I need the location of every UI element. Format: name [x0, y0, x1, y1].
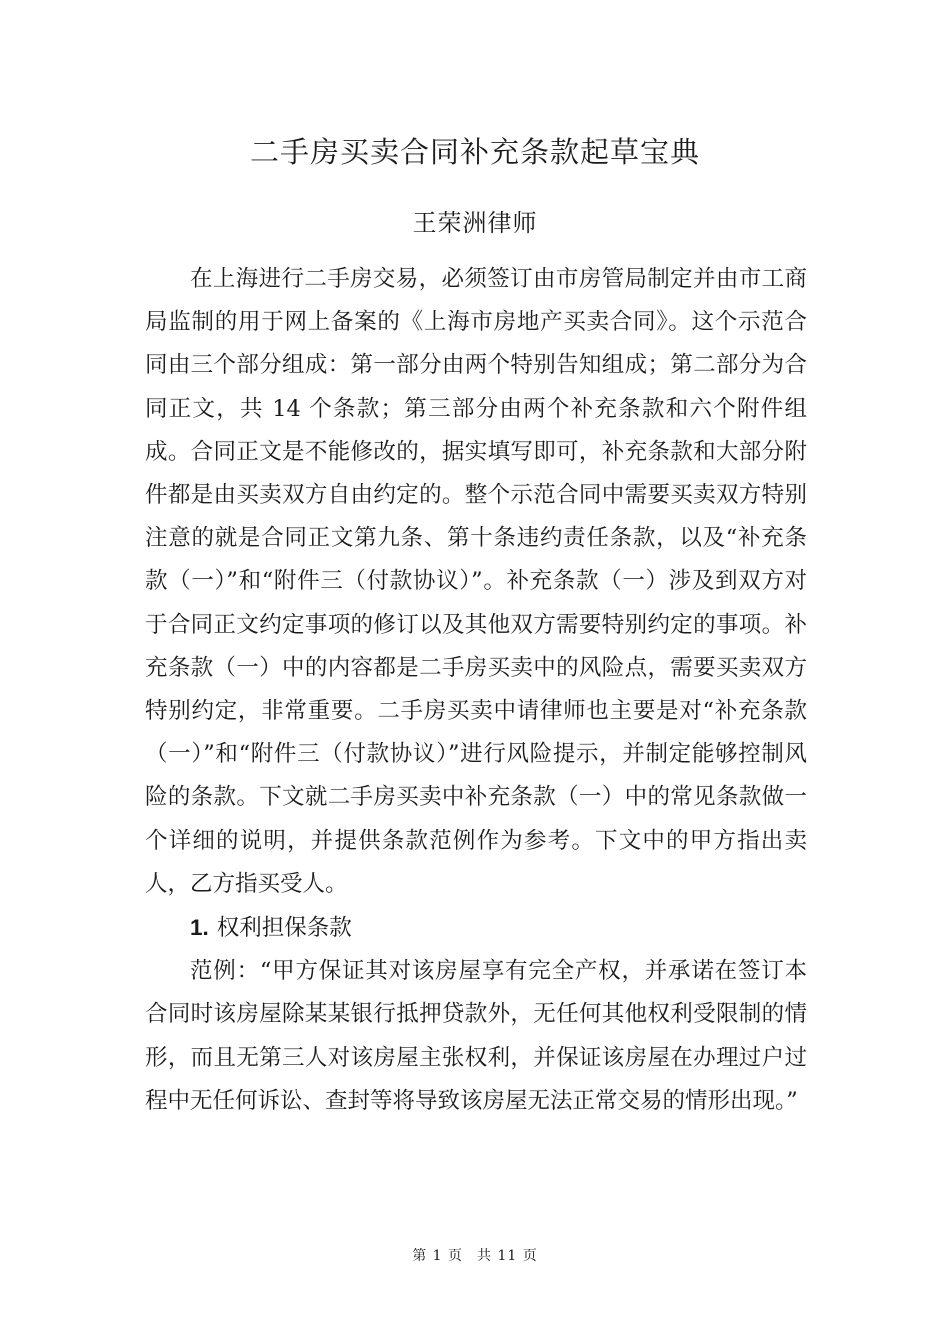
example-paragraph: 范例：“甲方保证其对该房屋享有完全产权，并承诺在签订本合同时该房屋除某某银行抵押贷款外，无任何其他权利受限制的情形，而且无第三人对该房屋主张权利，并保证该房屋在办理过户过程中无任何诉讼、查封等将导致该房屋无法正常交易的情形出现。” [145, 958, 807, 1114]
page-number: 第 1 页 [412, 1248, 464, 1264]
document-author: 王荣洲律师 [412, 209, 538, 237]
document-title: 二手房买卖合同补充条款起草宝典 [249, 135, 700, 169]
document-body [145, 258, 807, 1123]
section-number: 1. [190, 915, 209, 941]
page-total: 共 11 页 [477, 1248, 538, 1264]
section-heading [145, 906, 807, 950]
intro-paragraph: 在上海进行二手房交易，必须签订由市房管局制定并由市工商局监制的用于网上备案的《上海市房地产买卖合同》。这个示范合同由三个部分组成：第一部分由两个特别告知组成；第二部分为合同正文，共 14 个条款；第三部分由两个补充条款和六个附件组成。合同正文是不能修改的，据实填写即可，补充条款和大部分附件都是由买卖双方自由约定的。整个示范合同中需要买卖双方特别注意的就是合同正文第九条、第十条违约责任条款，以及“补充条款（一）”和“附件三（付款协议）”。补充条款（一）涉及到双方对于合同正文约定事项的修订以及其他双方需要特别约定的事项。补充条款（一）中的内容都是二手房买卖中的风险点，需要买卖双方特别约定，非常重要。二手房买卖中请律师也主要是对“补充条款（一）”和“附件三（付款协议）”进行风险提示，并制定能够控制风险的条款。下文就二手房买卖中补充条款（一）中的常见条款做一个详细的说明，并提供条款范例作为参考。下文中的甲方指出卖人，乙方指买受人。 [145, 266, 807, 897]
section-title: 权利担保条款 [216, 915, 352, 942]
page-footer [0, 1246, 950, 1266]
